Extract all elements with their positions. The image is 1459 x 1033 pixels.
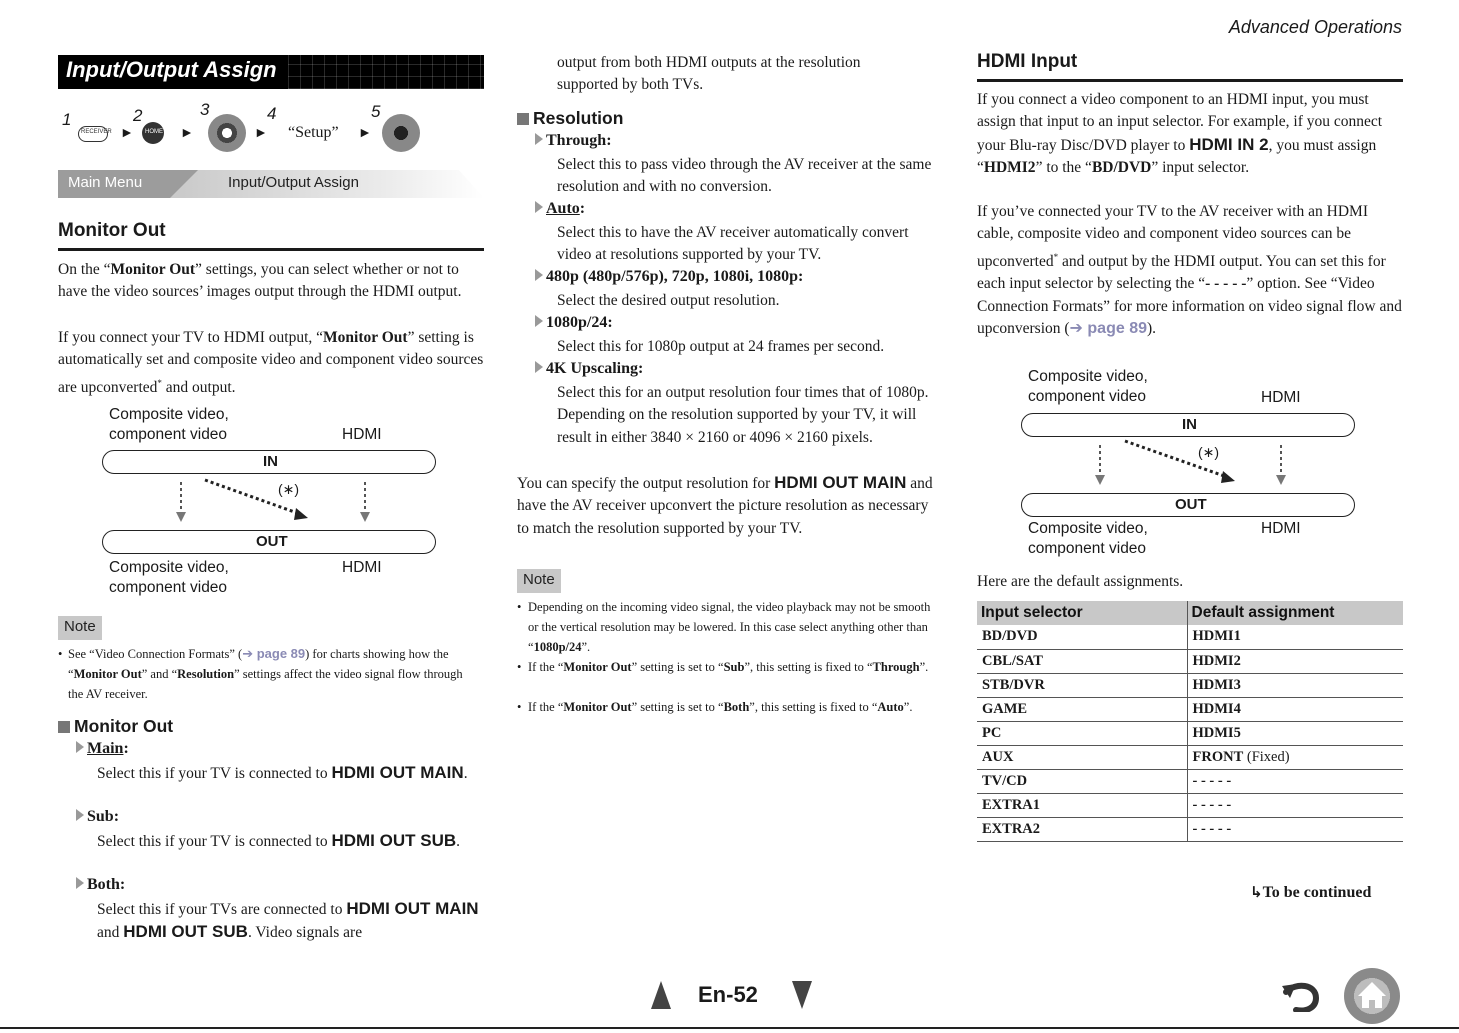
assignment-value: HDMI2 [1192, 652, 1241, 669]
default-assignment-cell [1187, 625, 1403, 649]
resolution-spec-para [517, 472, 942, 540]
diagram-label: Composite video, [109, 559, 229, 576]
assignment-value: HDMI5 [1192, 724, 1241, 741]
triangle-bullet-icon [535, 133, 543, 145]
text-bold: Through [872, 660, 920, 674]
step-number: 1 [62, 110, 72, 129]
option-both: Both: [76, 876, 125, 894]
monitor-out-sub-heading [58, 716, 173, 737]
diagram-label: HDMI [342, 559, 382, 576]
note-item [517, 597, 942, 657]
text: ) for charts showing how the “ [68, 647, 449, 681]
assignment-value: - - - - - [1192, 772, 1232, 789]
triangle-bullet-icon [535, 269, 543, 281]
text: You can specify the output resolution for [517, 475, 775, 492]
option-resolutions: 480p (480p/576p), 720p, 1080i, 1080p: [535, 268, 803, 286]
option-sub: Sub: [76, 808, 119, 826]
input-selector-cell: EXTRA2 [977, 817, 1187, 841]
home-icon[interactable] [1344, 968, 1400, 1024]
table-row [977, 673, 1403, 697]
option-both-desc [97, 898, 485, 945]
text: ”. [903, 700, 913, 714]
receiver-button-label: RECEIVER [81, 129, 112, 135]
text-highlight: HDMI OUT MAIN [346, 899, 479, 918]
table-row [977, 817, 1403, 841]
text-bold: HDMI2 [983, 159, 1036, 177]
text: ” setting is set to “ [631, 660, 724, 674]
home-button-icon [142, 122, 164, 144]
text-highlight: HDMI OUT MAIN [774, 473, 907, 492]
triangle-bullet-icon [76, 741, 84, 753]
bullet: • [517, 660, 522, 674]
default-assignment-cell [1187, 793, 1403, 817]
text-bold: - - - - - [1205, 275, 1247, 293]
text: and have the AV receiver upconvert the picture resolution as necessary to match the resolution supported by your TV. [517, 475, 933, 537]
upconvert-mark: (∗) [1198, 444, 1220, 460]
in-bar [1021, 413, 1355, 437]
option-through: Through: [535, 132, 612, 150]
out-label: OUT [256, 533, 288, 550]
triangle-bullet-icon [535, 361, 543, 373]
back-icon[interactable] [1282, 982, 1324, 1012]
assignment-value: HDMI3 [1192, 676, 1241, 693]
dpad-enter-icon [382, 114, 420, 152]
text: ”. [919, 660, 929, 674]
text-bold: BD/DVD [1091, 159, 1152, 177]
option-through-desc: Select this to pass video through the AV receiver at the same resolution and with no conversion. [557, 156, 932, 196]
heading-rule [58, 248, 484, 251]
page-number: En-52 [698, 982, 758, 1007]
square-bullet-icon [517, 113, 529, 125]
option-sub-desc: Select this if your TV is connected to HDMI OUT SUB. [97, 831, 461, 850]
assignment-note: (Fixed) [1243, 748, 1290, 765]
flow-arrows [100, 474, 440, 530]
option-label: Main [87, 740, 124, 757]
assignment-value: - - - - - [1192, 820, 1232, 837]
text: and [97, 924, 124, 942]
default-assignment-cell [1187, 745, 1403, 769]
out-bar [1021, 493, 1355, 517]
assignment-value: - - - - - [1192, 796, 1232, 813]
note-badge: Note [517, 569, 561, 593]
table-row [977, 625, 1403, 649]
text: Select this if your TVs are connected to [97, 901, 347, 918]
triangle-bullet-icon [535, 315, 543, 327]
text: and output by the HDMI output. You can set this for each input selector by selecting the “ [977, 252, 1386, 293]
bullet: • [58, 647, 63, 661]
bullet: • [517, 600, 522, 614]
text: ” settings affect the video signal flow through the AV receiver. [68, 667, 463, 701]
text-bold: Sub [723, 660, 745, 674]
home-button-label: HOME [145, 129, 163, 135]
hdmi-input-para-1 [977, 89, 1403, 180]
text-bold: Monitor Out [323, 329, 408, 346]
default-assignment-cell [1187, 817, 1403, 841]
diagram-label: component video [109, 579, 228, 596]
diagram-label: component video [1028, 388, 1147, 405]
diagram-label: Composite video, [1028, 368, 1148, 385]
arrow-icon: ► [358, 126, 372, 141]
in-bar [102, 450, 436, 474]
house-icon [1344, 968, 1400, 1024]
next-page-icon[interactable] [792, 981, 812, 1009]
text: ”, this setting is fixed to “ [744, 660, 873, 674]
assignment-value: HDMI4 [1192, 700, 1241, 717]
text-highlight: HDMI OUT SUB [331, 831, 457, 850]
text: If the “ [528, 700, 564, 714]
text: See “Video Connection Formats” ( [68, 647, 243, 661]
menu-path-main [58, 170, 170, 198]
bullet: • [517, 700, 522, 714]
to-be-continued [1250, 883, 1371, 902]
column-header: Default assignment [1187, 601, 1403, 625]
text: ” input selector. [1151, 159, 1250, 177]
text: Monitor Out [74, 716, 174, 736]
in-label: IN [1182, 416, 1197, 433]
signal-flow-diagram [100, 402, 440, 602]
text: ” setting is set to “ [631, 700, 724, 714]
out-label: OUT [1175, 496, 1207, 513]
menu-current-label: Input/Output Assign [228, 174, 359, 191]
asterisk-mark: * [157, 377, 162, 388]
text: If you’ve connected your TV to the AV receiver with an HDMI cable, composite video and component video sources can be upconverted [977, 203, 1368, 270]
menu-path [58, 170, 484, 198]
dpad-icon [208, 114, 246, 152]
option-label: Through [546, 132, 607, 149]
diagram-label: component video [109, 426, 228, 443]
text: . Video signals are [247, 924, 363, 942]
text: and output. [161, 378, 236, 396]
flow-arrows [1019, 437, 1359, 493]
text: Depending on the incoming video signal, the video playback may not be smooth or the vertical resolution may be lowered. In this case select anything other than “ [528, 600, 931, 654]
text: ”, this setting is fixed to “ [749, 700, 878, 714]
default-assignment-cell [1187, 649, 1403, 673]
continue-arrow-icon: ↳ [1250, 883, 1263, 901]
option-4k-desc: Select this for an output resolution four times that of 1080p. Depending on the resolution supported by your TV, it will result in either 3840 × 2160 or 4096 × 2160 pixels. [557, 384, 929, 446]
option-label: 1080p/24 [546, 314, 608, 331]
option-auto: Auto: [535, 200, 585, 218]
note-item [58, 644, 468, 704]
input-selector-cell: GAME [977, 697, 1187, 721]
section-title: Input/Output Assign [66, 57, 277, 82]
square-bullet-icon [58, 721, 70, 733]
text: If you connect your TV to HDMI output, “ [58, 329, 324, 346]
chapter-title: Advanced Operations [1228, 17, 1402, 37]
triangle-bullet-icon [76, 809, 84, 821]
arrow-icon: ► [180, 126, 194, 141]
option-label: Both [87, 876, 120, 893]
text: ”. [581, 640, 591, 654]
option-label: 480p (480p/576p), 720p, 1080i, 1080p [546, 268, 799, 285]
option-auto-desc: Select this to have the AV receiver automatically convert video at resolutions supported by your TV. [557, 224, 909, 264]
text: ” and “ [141, 667, 178, 681]
table-row [977, 793, 1403, 817]
table-row [977, 745, 1403, 769]
page-link[interactable]: ➔ page 89 [242, 646, 306, 661]
text-bold: Resolution [177, 667, 235, 681]
input-selector-cell: CBL/SAT [977, 649, 1187, 673]
menu-path-separator [170, 170, 198, 198]
table-header-row [977, 601, 1403, 625]
input-selector-cell: TV/CD [977, 769, 1187, 793]
text: If the “ [528, 660, 564, 674]
text-highlight: HDMI IN 2 [1189, 134, 1269, 154]
note-item [517, 697, 942, 717]
input-selector-cell: BD/DVD [977, 625, 1187, 649]
text: ” setting is automatically set and composite video and component video sources are upconverted [58, 329, 484, 396]
option-label: Sub [87, 808, 114, 825]
upconvert-mark: (∗) [278, 481, 300, 497]
monitor-out-para-1 [58, 259, 484, 304]
column-header: Input selector [977, 601, 1187, 625]
arrow-icon: ► [120, 126, 134, 141]
default-assignment-cell [1187, 721, 1403, 745]
resolution-heading [517, 108, 623, 129]
section-title-bar [58, 55, 484, 89]
input-selector-cell: AUX [977, 745, 1187, 769]
diagram-label: HDMI [1261, 520, 1301, 537]
option-1080p24-desc: Select this for 1080p output at 24 frames per second. [557, 338, 885, 355]
text-bold: Monitor Out [563, 660, 632, 674]
text: Select this if your TV is connected to [97, 833, 332, 850]
text: Resolution [533, 108, 624, 128]
heading-rule [977, 79, 1403, 82]
out-bar [102, 530, 436, 554]
option-main: Main: [76, 740, 129, 758]
asterisk-mark: * [1053, 251, 1059, 262]
text-bold: 1080p/24 [533, 640, 582, 654]
hdmi-input-heading: HDMI Input [977, 51, 1078, 72]
input-selector-cell: STB/DVR [977, 673, 1187, 697]
default-assignment-cell [1187, 673, 1403, 697]
step-number: 2 [133, 106, 143, 125]
diagram-label: Composite video, [109, 406, 229, 423]
arrow-icon: ► [254, 126, 268, 141]
text: ” settings, you can select whether or not to have the video sources’ images output through the HDMI output. [58, 261, 462, 301]
step-number: 4 [267, 104, 277, 123]
prev-page-icon[interactable] [651, 981, 671, 1009]
assignment-value: HDMI1 [1192, 628, 1241, 645]
option-label: Auto [546, 200, 580, 217]
step-number: 5 [371, 102, 381, 121]
diagram-label: HDMI [1261, 389, 1301, 406]
table-row [977, 649, 1403, 673]
default-assignments-table [977, 601, 1403, 842]
page-link[interactable]: ➔ page 89 [1069, 320, 1147, 338]
menu-main-label: Main Menu [68, 174, 143, 191]
text-bold: Monitor Out [73, 667, 142, 681]
note-badge: Note [58, 616, 102, 640]
option-resolutions-desc: Select the desired output resolution. [557, 292, 780, 309]
table-row [977, 769, 1403, 793]
defaults-intro: Here are the default assignments. [977, 573, 1184, 590]
note-item [517, 657, 942, 677]
option-1080p24: 1080p/24: [535, 314, 613, 332]
signal-flow-diagram [1019, 366, 1359, 566]
text: On the “ [58, 261, 111, 278]
option-main-desc: Select this if your TV is connected to HDMI OUT MAIN. [97, 763, 468, 782]
text: To be continued [1262, 884, 1372, 901]
diagram-label: HDMI [342, 426, 382, 443]
option-4k: 4K Upscaling: [535, 360, 643, 378]
text-bold: Monitor Out [563, 700, 632, 714]
title-bar-pattern [288, 55, 484, 89]
text: ” to the “ [1035, 159, 1092, 177]
text-bold: Both [723, 700, 750, 714]
input-selector-cell: PC [977, 721, 1187, 745]
option-both-desc-cont: output from both HDMI outputs at the resolution supported by both TVs. [557, 54, 861, 94]
table-row [977, 697, 1403, 721]
text-bold: Auto [877, 700, 904, 714]
text: If you connect a video component to an HDMI input, you must assign that input to an input selector. For example, if you connect your Blu-ray Disc/DVD player to [977, 91, 1383, 154]
page-bottom-rule [0, 1027, 1459, 1029]
text-highlight: HDMI OUT MAIN [331, 763, 464, 782]
monitor-out-heading: Monitor Out [58, 220, 166, 241]
default-assignment-cell [1187, 697, 1403, 721]
text: , you must assign “ [977, 136, 1377, 177]
triangle-bullet-icon [76, 877, 84, 889]
text: ). [1146, 320, 1157, 338]
step-number: 3 [200, 100, 210, 119]
receiver-button-icon [78, 126, 112, 142]
text: ” option. See “Video Connection Formats” for more information on video signal flow and upconversion ( [977, 275, 1402, 338]
setup-text: “Setup” [288, 124, 339, 141]
diagram-label: component video [1028, 540, 1147, 557]
text-highlight: HDMI OUT SUB [123, 922, 248, 942]
text-bold: Monitor Out [110, 261, 196, 278]
table-row [977, 721, 1403, 745]
steps-row [60, 100, 480, 158]
hdmi-input-para-2 [977, 201, 1403, 341]
default-assignment-cell [1187, 769, 1403, 793]
input-selector-cell: EXTRA1 [977, 793, 1187, 817]
in-label: IN [263, 453, 278, 470]
triangle-bullet-icon [535, 201, 543, 213]
assignment-value: FRONT [1192, 748, 1244, 765]
diagram-label: Composite video, [1028, 520, 1148, 537]
option-label: 4K Upscaling [546, 360, 639, 377]
text: Select this if your TV is connected to [97, 765, 332, 782]
monitor-out-para-2 [58, 327, 484, 399]
